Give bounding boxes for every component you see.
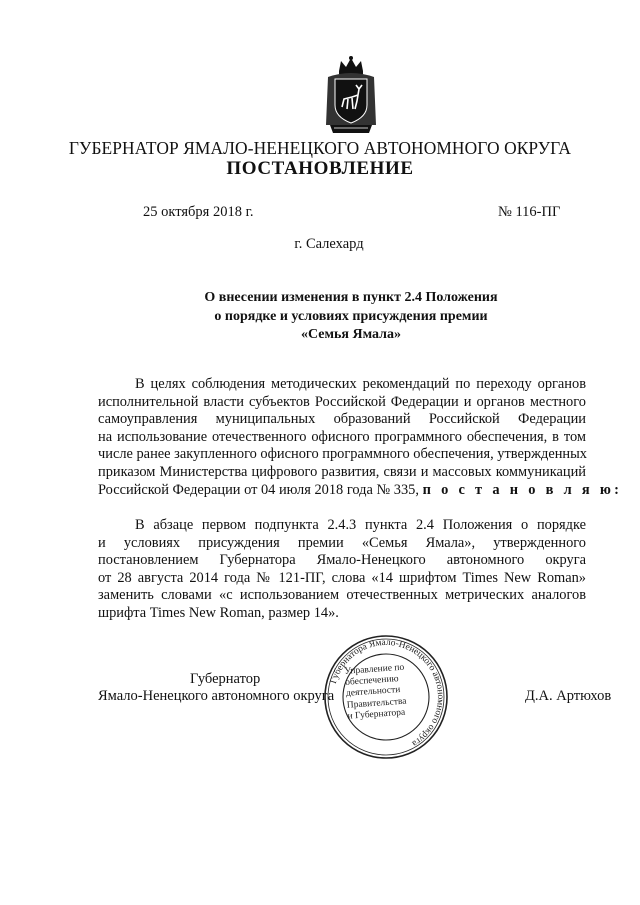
signatory-region: Ямало-Ненецкого автономного округа [98, 688, 335, 704]
yamal-coat-of-arms-icon [322, 55, 380, 137]
paragraph-line-text: Российской Федерации от 04 июля 2018 года № 335, [98, 481, 419, 498]
signatory-position: Губернатор [190, 671, 261, 687]
body-paragraph-1 [98, 376, 623, 499]
stamp-line: деятельности [345, 685, 401, 700]
stamp-ring-text: Губернатора Ямало-Ненецкого автономного округа [328, 637, 446, 749]
paragraph-line-last [98, 481, 623, 500]
paragraph-line: В абзаце первом подпункта 2.4.3 пункта 2.4 Положения о порядке [135, 517, 586, 533]
paragraph-line: постановлением Губернатора Ямало-Ненецкого автономного округа [98, 552, 586, 569]
paragraph-line: самоуправления муниципальных образований Российской Федерации [98, 411, 586, 428]
paragraph-line: исполнительной власти субъектов Российской Федерации и органов местного [98, 393, 586, 410]
document-number: № 116-ПГ [498, 204, 561, 220]
paragraph-line: и условиях присуждения премии «Семья Ямала», утвержденного [98, 534, 586, 551]
signatory-name: Д.А. Артюхов [525, 688, 612, 704]
stamp-line: обеспечению [344, 674, 399, 689]
body-paragraph-2 [98, 517, 586, 623]
stamp-line: и Губернатора [347, 707, 406, 722]
paragraph-line: заменить словами «с использованием отечественных метрических аналогов [98, 587, 586, 604]
document-type: ПОСТАНОВЛЕНИЕ [226, 158, 414, 179]
stamp-line: Управление по [344, 662, 405, 677]
document-date: 25 октября 2018 г. [143, 204, 254, 220]
paragraph-line: В целях соблюдения методических рекомендаций по переходу органов [135, 376, 586, 392]
stamp-line: Правительства [346, 696, 407, 711]
paragraph-line: на использование отечественного офисного программного обеспечения, в том [98, 428, 586, 445]
title-line: О внесении изменения в пункт 2.4 Положения [204, 290, 498, 305]
stamp-inner-text [344, 661, 428, 722]
paragraph-line: шрифта Times New Roman, размер 14». [98, 604, 339, 621]
title-line: о порядке и условиях присуждения премии [214, 308, 488, 324]
paragraph-line: от 28 августа 2014 года № 121-ПГ, слова «14 шрифтом Times New Roman» [98, 569, 586, 586]
resolve-word: п о с т а н о в л я ю: [422, 481, 623, 498]
paragraph-line: приказом Министерства цифрового развития, связи и массовых коммуникаций [98, 463, 586, 480]
paragraph-line: числе ранее закупленного офисного программного обеспечения, утвержденных [98, 446, 587, 463]
title-line: «Семья Ямала» [300, 327, 402, 342]
issuer-title: ГУБЕРНАТОР ЯМАЛО-НЕНЕЦКОГО АВТОНОМНОГО ОКРУГА [68, 138, 572, 158]
document-title [0, 289, 640, 345]
document-city: г. Салехард [294, 236, 364, 252]
